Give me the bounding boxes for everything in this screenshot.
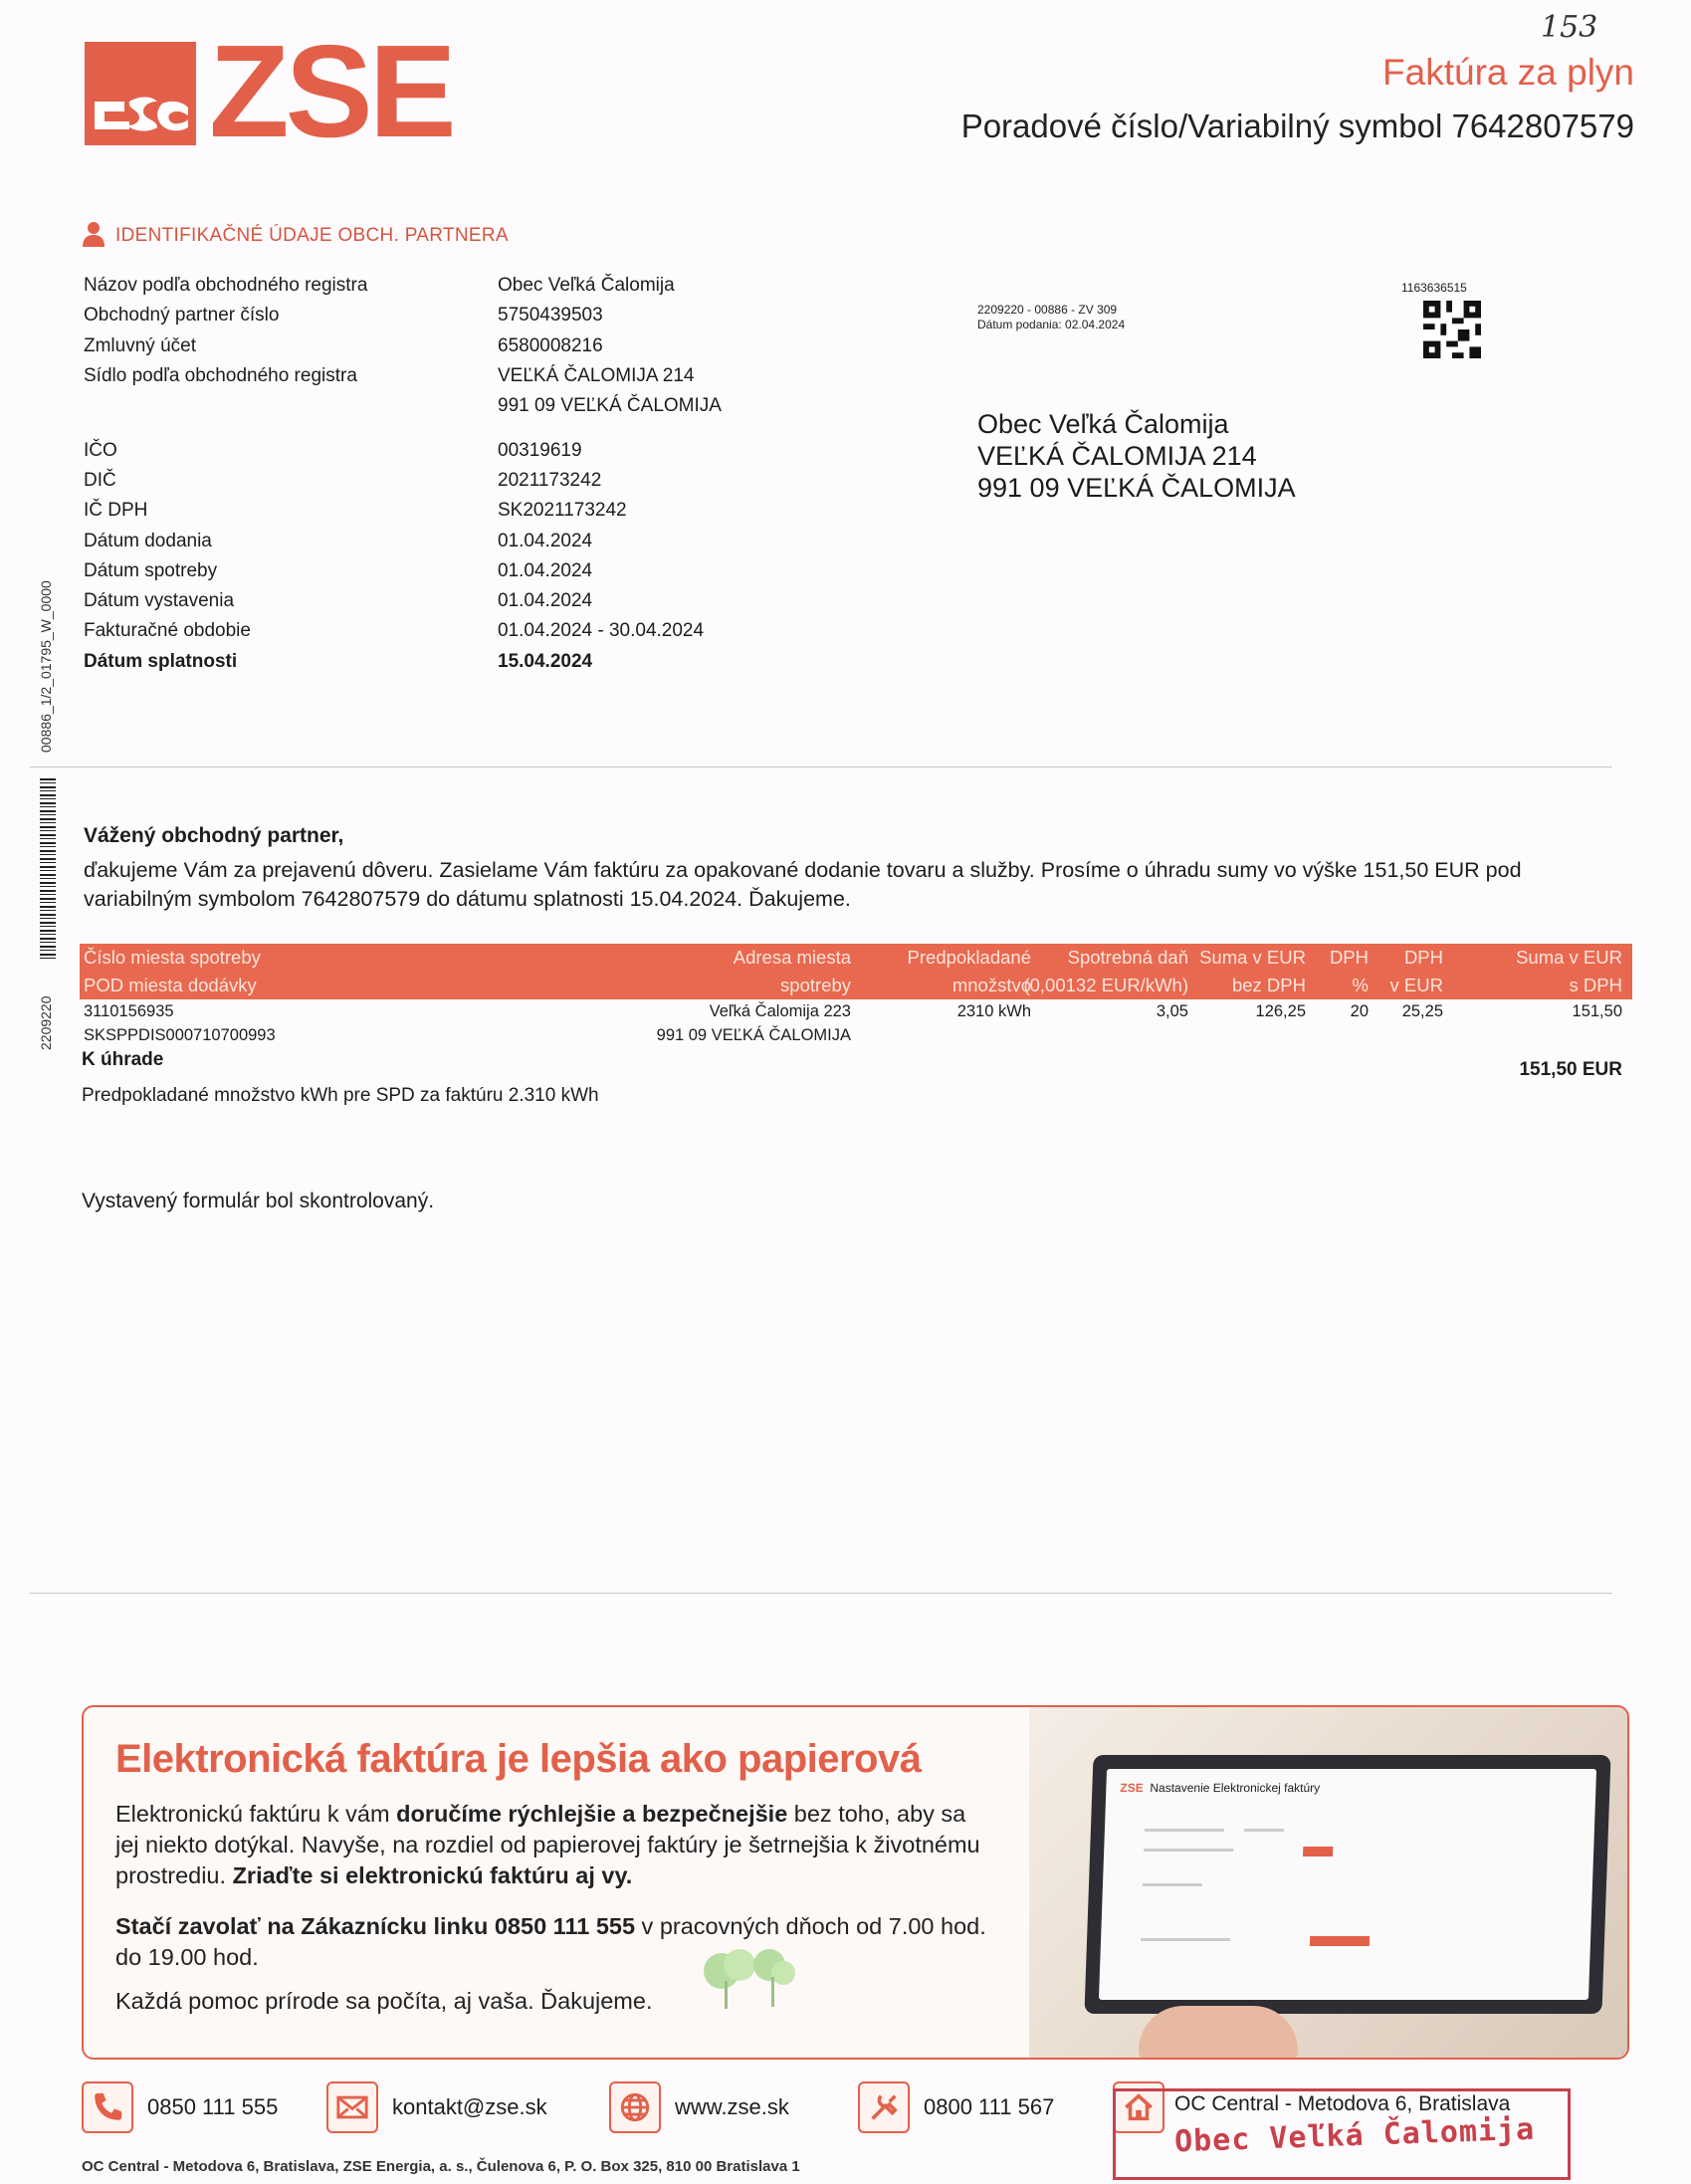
id-row	[84, 526, 780, 555]
person-icon	[82, 221, 106, 247]
col-header: (0,00132 EUR/kWh)	[1023, 975, 1188, 995]
footer-web	[609, 2080, 789, 2134]
id-value: 2021173242	[498, 469, 602, 491]
due-date-row	[84, 647, 780, 677]
phone-icon	[82, 2081, 133, 2133]
col-header: Číslo miesta spotreby	[84, 947, 261, 968]
mail-icon	[326, 2081, 378, 2133]
cell-vat-rate: 20	[1350, 1002, 1369, 1020]
col-header: množstvo	[951, 975, 1031, 995]
billing-table	[80, 944, 1632, 1047]
greeting: Vážený obchodný partner,	[84, 824, 344, 847]
cell-pod: 3110156935	[84, 1002, 174, 1020]
cell-quantity: 2310 kWh	[956, 1002, 1031, 1020]
id-value: VEĽKÁ ČALOMIJA 214	[498, 365, 695, 387]
checked-note: Vystavený formulár bol skontrolovaný.	[82, 1190, 435, 1212]
laptop-screen	[1099, 1769, 1596, 2000]
screen-button	[1303, 1847, 1333, 1856]
cell-pod-code: SKSPPDIS000710700993	[84, 1026, 276, 1044]
side-code-bottom: 2209220	[38, 995, 54, 1050]
promo-text: Elektronickú faktúru k vám	[115, 1801, 397, 1827]
col-header: bez DPH	[1231, 975, 1306, 995]
screen-line	[1141, 1938, 1230, 1941]
id-row	[84, 361, 780, 391]
promo-paragraph-1	[115, 1799, 991, 1891]
col-header: DPH	[1403, 947, 1443, 968]
id-value: 01.04.2024	[498, 590, 593, 612]
id-key: Zmluvný účet	[84, 334, 196, 356]
zse-logo-mark	[85, 42, 196, 145]
zse-symbol-icon	[85, 42, 196, 145]
screen-logo: ZSE	[1120, 1781, 1144, 1795]
col-header: Suma v EUR	[1516, 947, 1622, 968]
cell-excise: 3,05	[1156, 1002, 1188, 1020]
id-value: 6580008216	[498, 334, 603, 356]
id-value: 00319619	[498, 439, 582, 461]
laptop-illustration	[1084, 1755, 1610, 2014]
id-value: 01.04.2024 - 30.04.2024	[498, 620, 705, 642]
screen-heading	[1120, 1781, 1320, 1795]
recipient-name: Obec Veľká Čalomija	[977, 409, 1229, 439]
promo-paragraph-2	[115, 1911, 991, 1973]
cell-address-city: 991 09 VEĽKÁ ČALOMIJA	[656, 1026, 851, 1044]
cell-address: Veľká Čalomija 223	[709, 1002, 851, 1020]
partner-id-table	[84, 271, 780, 677]
id-value: 991 09 VEĽKÁ ČALOMIJA	[498, 395, 722, 417]
cell-gross: 151,50	[1572, 1002, 1622, 1020]
promo-text-bold: Zriaďte si elektronickú faktúru aj vy.	[232, 1862, 633, 1888]
footer-phone	[82, 2080, 278, 2134]
qr-number: 1163636515	[1401, 281, 1467, 295]
id-row	[84, 586, 780, 616]
table-header	[80, 944, 1632, 999]
screen-line	[1244, 1829, 1284, 1832]
promo-text: v pracovných dňoch od 7.00 hod. do 19.00 hod.	[115, 1913, 986, 1970]
globe-icon	[609, 2081, 661, 2133]
qr-code-icon	[1423, 301, 1481, 358]
handwritten-page-number: 153	[1541, 10, 1598, 45]
id-key: Fakturačné obdobie	[84, 620, 251, 642]
letter-body: ďakujeme Vám za prejavenú dôveru. Zasielame Vám faktúru za opakované dodanie tovaru a služby. Prosíme o úhradu sumy vo výške 151,50 EUR pod variabilným symbolom 7642807579 do dátumu splatnosti 15.04.2024. Ďakujeme.	[84, 858, 1522, 911]
id-key: Sídlo podľa obchodného registra	[84, 365, 357, 387]
id-row	[84, 435, 780, 465]
invoice-title: Faktúra za plyn	[1382, 52, 1634, 93]
recipient-city: 991 09 VEĽKÁ ČALOMIJA	[977, 473, 1296, 503]
id-key: IČO	[84, 439, 117, 461]
id-row	[84, 496, 780, 526]
screen-line	[1143, 1883, 1202, 1886]
id-key: Obchodný partner číslo	[84, 305, 280, 327]
side-barcode	[40, 778, 56, 960]
id-key: DIČ	[84, 469, 116, 491]
table-row	[80, 999, 1632, 1047]
screen-line	[1144, 1849, 1233, 1852]
separator-bottom	[30, 1593, 1612, 1594]
cell-vat: 25,25	[1401, 1002, 1443, 1020]
screen-title: Nastavenie Elektronickej faktúry	[1150, 1781, 1321, 1795]
id-key: Dátum dodania	[84, 530, 212, 551]
footer-web-text[interactable]: www.zse.sk	[675, 2094, 789, 2119]
id-value: 01.04.2024	[498, 530, 593, 551]
screen-line	[1145, 1829, 1224, 1832]
promo-text: bez toho, aby sa jej niekto dotýkal. Navyše, na rozdiel od papierovej faktúry je šetrnejšia k životnému prostrediu.	[115, 1801, 980, 1888]
footer-phone-text[interactable]: 0850 111 555	[147, 2094, 279, 2119]
col-header: spotreby	[780, 975, 851, 995]
id-value: 15.04.2024	[498, 650, 593, 672]
separator-top	[30, 766, 1612, 767]
id-value: 5750439503	[498, 305, 603, 327]
total-label: K úhrade	[82, 1049, 164, 1070]
col-header: v EUR	[1389, 975, 1443, 995]
partner-section-title: IDENTIFIKAČNÉ ÚDAJE OBCH. PARTNERA	[115, 225, 509, 246]
estimated-quantity-note: Predpokladané množstvo kWh pre SPD za faktúru 2.310 kWh	[82, 1085, 599, 1106]
col-header: POD miesta dodávky	[84, 975, 257, 995]
id-row	[84, 466, 780, 496]
col-header: DPH	[1329, 947, 1369, 968]
footer-service-text[interactable]: 0800 111 567	[924, 2094, 1055, 2119]
id-key: Dátum splatnosti	[84, 650, 238, 672]
id-row	[84, 271, 780, 301]
registry-stamp	[977, 303, 1125, 332]
total-value: 151,50 EUR	[1519, 1059, 1622, 1080]
promo-text-bold: doručíme rýchlejšie a bezpečnejšie	[396, 1801, 788, 1827]
variable-symbol-line: Poradové číslo/Variabilný symbol 7642807579	[960, 108, 1634, 144]
col-header: Predpokladané	[907, 947, 1031, 968]
id-row	[84, 301, 780, 330]
footer-legal-line: OC Central - Metodova 6, Bratislava, ZSE Energia, a. s., Čulenova 6, P. O. Box 325, 810 00 Bratislava 1	[82, 2158, 800, 2175]
id-key: Dátum vystavenia	[84, 590, 235, 612]
col-header: Suma v EUR	[1199, 947, 1306, 968]
promo-text-bold: Stačí zavolať na Zákaznícku linku 0850 111 555	[115, 1913, 636, 1939]
cell-net: 126,25	[1255, 1002, 1306, 1020]
hand-illustration	[1139, 2006, 1298, 2060]
trees-icon	[692, 1941, 801, 2011]
id-row	[84, 616, 780, 646]
footer-email	[326, 2080, 547, 2134]
id-value: SK2021173242	[498, 500, 627, 522]
recipient-street: VEĽKÁ ČALOMIJA 214	[977, 441, 1257, 471]
side-code-top: 00886_1/2_01795_W_0000	[38, 580, 54, 753]
tools-icon	[858, 2081, 910, 2133]
footer-office-text: OC Central - Metodova 6, Bratislava	[1174, 2092, 1511, 2115]
screen-button	[1310, 1936, 1370, 1946]
id-row	[84, 391, 780, 421]
col-header: %	[1352, 975, 1369, 995]
zse-logo-text: ZSE	[209, 18, 453, 164]
col-header: Adresa miesta	[733, 947, 851, 968]
id-key: Názov podľa obchodného registra	[84, 275, 368, 297]
e-invoice-promo	[82, 1705, 1629, 2060]
partner-section-heading	[82, 221, 509, 247]
id-value: Obec Veľká Čalomija	[498, 275, 675, 297]
registry-line-2: Dátum podania: 02.04.2024	[977, 318, 1126, 331]
id-gap	[84, 421, 780, 435]
stamp-text: Obec Veľká Čalomija	[1173, 2111, 1536, 2160]
promo-title: Elektronická faktúra je lepšia ako papierová	[115, 1737, 922, 1781]
id-row	[84, 331, 780, 361]
id-row	[84, 556, 780, 586]
col-header: s DPH	[1569, 975, 1622, 995]
footer-service	[858, 2080, 1054, 2134]
col-header: Spotrebná daň	[1067, 947, 1188, 968]
footer-email-text[interactable]: kontakt@zse.sk	[392, 2094, 547, 2119]
id-value: 01.04.2024	[498, 559, 593, 581]
id-key: Dátum spotreby	[84, 559, 218, 581]
id-key: IČ DPH	[84, 500, 148, 522]
recipient-address	[977, 408, 1296, 504]
promo-paragraph-3: Každá pomoc prírode sa počíta, aj vaša. Ďakujeme.	[115, 1988, 653, 2014]
registry-line-1: 2209220 - 00886 - ZV 309	[977, 303, 1118, 317]
